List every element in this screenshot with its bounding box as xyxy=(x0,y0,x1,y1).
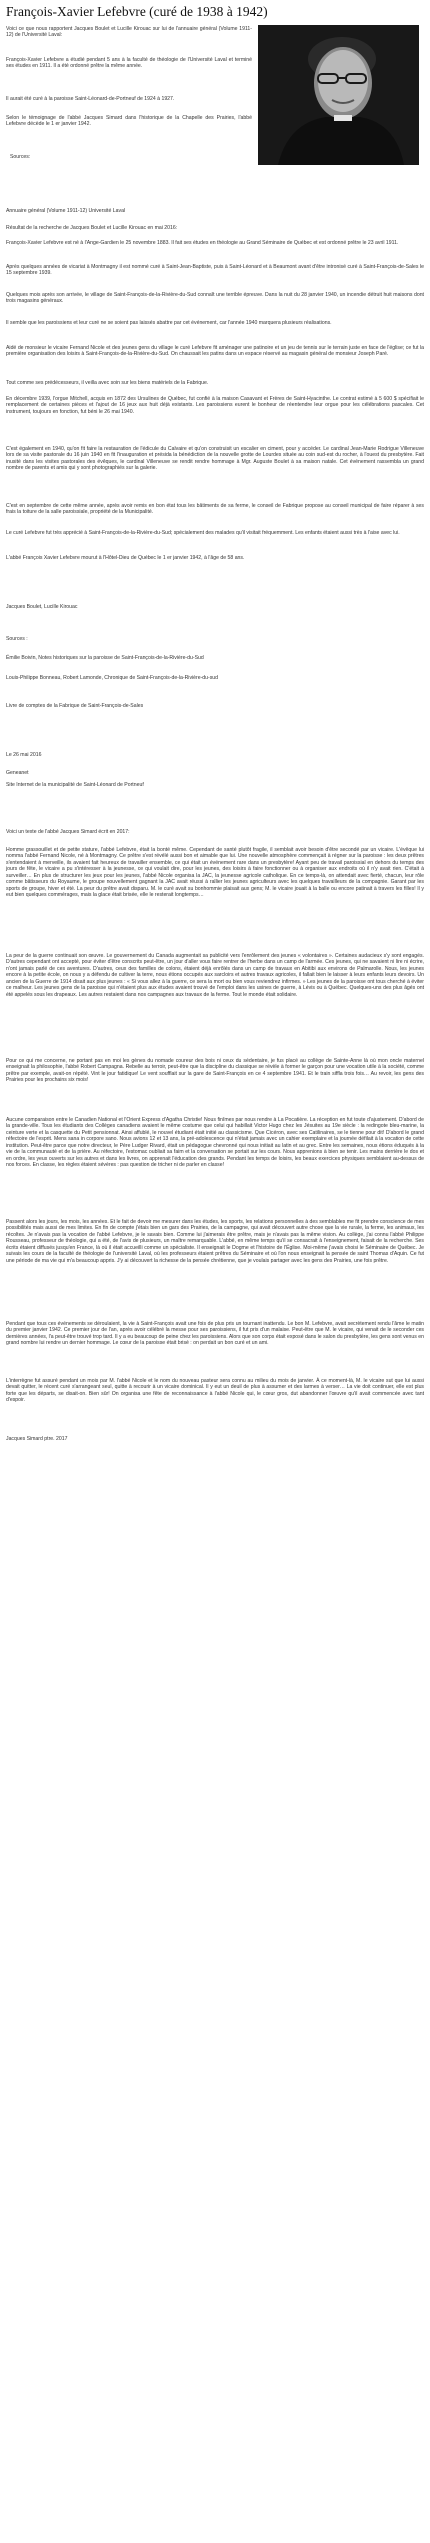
simard-paragraph-6: Pendant que tous ces événements se déroulaient, la vie à Saint-François avait une fois de plus pris un tournant inattendu. Le bon M. Lefebvre, avait secrètement rendu l'âme le matin du premier janvier 1942. Ce premier jour de l'an, après avoir célébré la messe pour ses paroissiens, il fut pris d'un malaise. Peut-être que M. le vicaire, qui venait de le seconder ces dernières années, l'a peut-être trouvé trop tard. Il y a eu beaucoup de peine chez les paroissiens. Alors que son corps était exposé dans le salon du presbytère, les gens sont venus en grand nombre lui rendre un dernier hommage. Le cœur de la paroisse était brisé : on perdait un bon curé et un ami. xyxy=(6,1321,424,1347)
paragraph-fire: Quelques mois après son arrivée, le village de Saint-François-de-la-Rivière-du-Sud connaît une terrible épreuve. Dans la nuit du 28 janvier 1940, un incendie détruit huit maisons dont trois magasins généraux. xyxy=(6,292,424,305)
site-label: Site Internet de la municipalité de Saint-Léonard de Portneuf xyxy=(6,782,144,788)
paragraph-birth: François-Xavier Lefebvre est né à l'Ange-Gardien le 25 novembre 1883. Il fait ses études en théologie au Grand Séminaire de Québec et est ordonné prêtre le 23 avril 1911. xyxy=(6,240,399,246)
bio-birth: François-Xavier Lefebvre a étudié pendant 5 ans à la faculté de théologie de l'Université Laval et terminé ses études en 1911. Il a été ordonné prêtre la même année. xyxy=(6,57,252,70)
paragraph-appreciation: Le curé Lefebvre fut très apprécié à Saint-François-de-la-Rivière-du-Sud; spécialement des malades qu'il visitait fréquemment. Les enfants étaient aussi très à l'aise avec lui. xyxy=(6,530,400,536)
simard-paragraph-3: Pour ce qui me concerne, ne portant pas en moi les gènes du nomade coureur des bois ni ceux du sédentaire, je fus placé au collège de Sainte-Anne là où mon oncle maternel enseignait la philosophie, l'abbé Robert Campagna. Rebelle au terroir, peut-être que la discipline du classique se révèle à former le garçon pour une vocation utile à la société, comme prêtre par exemple, avait-on répété. Vint le jour fatidique! Le vent soufflait sur la gare de Saint-François en ce 4 septembre 1941. Et le train siffla trois fois… Au revoir, les gens des Prairies pour les prochains six mois! xyxy=(6,1058,424,1084)
paragraph-calvary: C'est également en 1940, qu'on fit faire la restauration de l'édicule du Calvaire et qu'on construisit un escalier en ciment, pour y accéder. Le cardinal Jean-Marie Rodrigue Villeneuve lors de sa visite pastorale du 16 juin 1940 en fit l'inauguration et présida la bénédiction de la nouvelle grotte de Lourdes située au coin sud-est du rocher, à l'ouest du presbytère. Fait inusité dans les visites pastorales des évêques, le cardinal Villeneuve se rendit rendre hommage à Mgr. Auguste Boulet à sa maison natale. Cet événement rassembla un grand nombre de parents et amis qui y sont photographiés sur la galerie. xyxy=(6,446,424,472)
bio-cure: Il aurait été curé à la paroisse Saint-Léonard-de-Portneuf de 1924 à 1927. xyxy=(6,96,175,102)
simard-intro: Voici un texte de l'abbé Jacques Simard écrit en 2017: xyxy=(6,829,130,835)
source-result: Résultat de la recherche de Jacques Boulet et Lucille Kirouac en mai 2016: xyxy=(6,225,178,231)
source-emilie: Émilie Boivin, Notes historiques sur la paroisse de Saint-François-de-la-Rivière-du-Sud xyxy=(6,655,204,661)
paragraph-property: Tout comme ses prédécesseurs, il veilla avec soin sur les biens matériels de la Fabrique. xyxy=(6,380,209,386)
paragraph-rink: Aidé de monsieur le vicaire Fernand Nicole et des jeunes gens du village le curé Lefebvre fit aménager une patinoire et un jeu de tennis sur le terrain juste en face de l'église; ce fut la première organisation des loisirs à Saint-François-de-la-Rivière-du-Sud. On chaussait les patins dans un espace réservé au magasin général de monsieur Joseph Paré. xyxy=(6,345,424,358)
paragraph-death: L'abbé François Xavier Lefebvre mourut à l'Hôtel-Dieu de Québec le 1 er janvier 1942, à l'âge de 58 ans. xyxy=(6,555,245,561)
sources-label: Sources: xyxy=(10,154,31,160)
authors: Jacques Boulet, Lucille Kirouac xyxy=(6,604,78,610)
simard-paragraph-5: Passent alors les jours, les mois, les années. Et le fait de devoir me mesurer dans les études, les sports, les relations personnelles à des semblables me fit prendre conscience de mes possibilités mais aussi de mes limites. En fin de compte j'étais bien un gars des Prairies, de la campagne, qui avait découvert autre chose que la vie rurale, la ferme, les animaux, les récoltes. Je n'avais pas la vocation de l'abbé Lefebvre, je le savais bien. Comme lui j'aimerais être prêtre, mais je n'avais pas la même vision. Au collège, j'ai connu l'abbé Philippe Rousseau, professeur de théologie, qui a été, de l'avis de plusieurs, un maître remarquable. L'abbé, en même temps qu'il se consacrait à l'enseignement, faisait de la recherche. Ses écrits étaient diffusés jusqu'en France, là où il était accueilli comme un spécialiste. Il enseignait le Dogme et l'histoire de l'Église. Moi-même j'avais choisi le Séminaire de Québec. Je suivais les cours de la faculté de théologie de l'université Laval, où les professeurs étaient prêtres du Séminaire et où l'on nous enseignait la pensée de saint Thomas d'Aquin. Ce fut une période de ma vie qui m'a beaucoup appris. J'y ai découvert la richesse de la pensée chrétienne, que je voulais partager avec les gens des Prairies, une fois prêtre. xyxy=(6,1219,424,1264)
paragraph-organ: En décembre 1939, l'orgue Mitchell, acquis en 1872 des Ursulines de Québec, fut confié à la maison Casavant et Frères de Saint-Hyacinthe. Le contrat estimé à 5 600 $ spécifiait le remplacement de certaines pièces et l'ajout de 16 jeux aux huit déjà existants. Les paroissiens eurent le bonheur de réentendre leur orgue pour les célébrations pascales. Cet instrument, toujours en fonction, fut béni le 26 mai 1940. xyxy=(6,396,424,415)
source-livre: Livre de comptes de la Fabrique de Saint-François-de-Sales xyxy=(6,703,144,709)
paragraph-resilience: Il semble que les paroissiens et leur curé ne se soient pas laissés abattre par cet événement, car l'année 1940 marquera plusieurs réalisations. xyxy=(6,320,332,326)
paragraph-vicariate: Après quelques années de vicariat à Montmagny il est nommé curé à Saint-Jean-Baptiste, puis à Saint-Léonard et à Beaumont avant d'être intronisé curé à Saint-François-de-Sales le 15 septembre 1939. xyxy=(6,264,424,277)
page-title: François-Xavier Lefebvre (curé de 1938 à 1942) xyxy=(6,4,268,19)
priest-portrait-icon xyxy=(258,25,419,165)
sources2-label: Sources : xyxy=(6,636,28,642)
simard-paragraph-7: L'interrègne fut assuré pendant un mois par M. l'abbé Nicole et le nom du nouveau pasteur sera connu au milieu du mois de janvier. À ce moment-là, M. le vicaire sut que lui aussi devait quitter, le récent curé s'arrangeant seul, quitte à recourir à un vicaire dominical. Il y eut un deuil de plus à assumer et des larmes à verser… La vie doit continuer, elle est plus forte que les départs, se disait-on. Bien sûr! On organisa une fête de reconnaissance à l'abbé Nicole qui, le cœur gros, dut abandonner l'œuvre qu'il avait commencée avec tant d'espoir. xyxy=(6,1378,424,1404)
intro-text: Voici ce que nous rapportent Jacques Boulet et Lucille Kirouac sur lui de l'annuaire général (Volume 1911-12) de l'Université Laval: xyxy=(6,26,252,39)
geneanet-label: Geneanet xyxy=(6,770,29,776)
simard-paragraph-4: Aucune comparaison entre le Canadien National et l'Orient Express d'Agatha Christie! Nous finîmes par nous rendre à La Pocatière. La réception en fut toute d'ajustement. D'abord de la grande-ville. Tous les étudiants des Collèges canadiens avaient le même costume que celui qui habillait Victor Hugo chez les Jésuites au 19e siècle : la redingote bleu-marine, la ceinture verte et la casquette du Petit pensionnat. Ainsi affublé, le nouvel étudiant était initié au classicisme. Que Cicéron, avec ses Catilinaires, se le tienne pour dit! D'abord le grand réfectoire de l'esprit. Mens sana in corpore sano. Nous avions 12 et 13 ans, la pré-adolescence qui n'était jamais avec un cahier exemplaire et la journée défilait à la vocation de cette institution. Peut-être parce que notre directeur, le Père Ludger Rivard, était un pédagogue chevronné qui nous initiait au latin et au grec. Entre les semaines, nous étions éduqués à la vie de la communauté et de la prière. Au réfectoire, l'estomac oubliait sa faim et la conversation se portait sur les cours. Nous apprenions à bien se tenir. Les mains derrière le dos et en ordre, les yeux ouverts sur les autres et dans les livres, on apprenait l'éducation des grands. Pendant les temps de loisirs, les beaux exercices physiques semblaient au-dessus de nos forces. En classe, les règles étaient sévères : pas question de tricher ni de parler en classe! xyxy=(6,1117,424,1169)
source-bonneau: Louis-Philippe Bonneau, Robert Lamonde, Chronique de Saint-François-de-la-Rivière-du-sud xyxy=(6,675,219,681)
paragraph-hall: C'est en septembre de cette même année, après avoir remis en bon état tous les bâtiments de sa ferme, le conseil de Fabrique propose au conseil municipal de faire réparer à ses frais la toiture de la salle paroissiale, propriété de la Municipalité. xyxy=(6,503,424,516)
signature: Jacques Simard ptre. 2017 xyxy=(6,1436,68,1442)
simard-paragraph-2: La peur de la guerre continuait son œuvre. Le gouvernement du Canada augmentait sa publicité vers l'enrôlement des jeunes « volontaires ». Certaines audacieux s'y sont engagés. D'autres cependant ont accepté, pour éviter d'être conscrits peut-être, un jour d'aller vous faire rentrer de l'herbe dans un camp de l'armée. Ces jeunes, qui ne savaient ni lire ni écrire, n'ont jamais parlé de ces aventures. D'autres, ceux des familles de colons, étaient déjà enrôlés dans un camp de travaux en Abitibi aux environs de Palmarolle. Nous, les jeunes encore à la petite école, on nous y a défendu de cultiver la terre, nous étions occupés aux sarcloirs et autres travaux agricoles, il fallait bien le laisser à leurs enfants leurs devoirs. Un ancien de la Guerre de 1914 disait aux plus jeunes : « Si vous allez à la guerre, ce sera la mort ou bien vous reviendrez infirmes. » Les jeunes de la paroisse ont tous cherché à éviter ce malheur. Les jeunes gens de la paroisse qui n'étaient plus aux études avaient trouvé de l'emploi dans les usines de guerre, à Lévis ou à Québec. Quelques-uns des plus âgés ont été appelés sous les drapeaux. Les autres restaient dans nos campagnes aux travaux de la ferme. Tout le monde était solidaire. xyxy=(6,953,424,998)
date: Le 26 mai 2016 xyxy=(6,752,42,758)
priest-portrait-photo xyxy=(258,25,419,165)
source-annuaire: Annuaire général (Volume 1911-12) Université Laval xyxy=(6,208,126,214)
simard-paragraph-1: Homme grassouillet et de petite stature, l'abbé Lefebvre, était la bonté même. Cependant de santé plutôt fragile, il semblait avoir besoin d'être secondé par un vicaire. L'évêque lui nomma l'abbé Fernand Nicole, né à Montmagny. Ce prêtre s'est révélé aussi bon et aimable que lui. Une nouvelle atmosphère commençait à régner sur la paroisse : les deux prêtres s'entendaient à merveille, ils avaient fait heureux de travailler ensemble, ce qui était un événement rare dans un presbytère! Ayant peu de travail paroissial en dehors du temps des jours de fête, le vicaire a pu s'intéresser à la jeunesse, ce qui voulait dire, pour les jeunes, des loisirs à faire fonctionner ou à organiser aux endroits où il n'y avait rien. C'était à surveiller… En plus de structurer les jeux pour les jeunes, l'abbé Nicole organisa la JAC, la jeunesse agricole catholique. En ce temps-là, on attendait avec fierté, chacun, leur rôle comme bâtisseurs du Royaume, le groupe nouvellement gagnant la JAC avait réussi à rallier les jeunes agriculteurs avec les quelques travailleurs de la compagnie. Garant par les sports de groupe, hiver et été. La peur du prêtre avait disparu. M. le curé avait su bonhommie plaisait aux gens; M. le vicaire jouait à la balle ou encore patinait à travers les filles! Il y eut bien quelques commérages, mais la glace était brisée, elle le resterait longtemps… xyxy=(6,847,424,899)
bio-testimony: Selon le témoignage de l'abbé Jacques Simard dans l'historique de la Chapelle des Prairies, l'abbé Lefebvre décède le 1 er janvier 1942. xyxy=(6,115,252,128)
